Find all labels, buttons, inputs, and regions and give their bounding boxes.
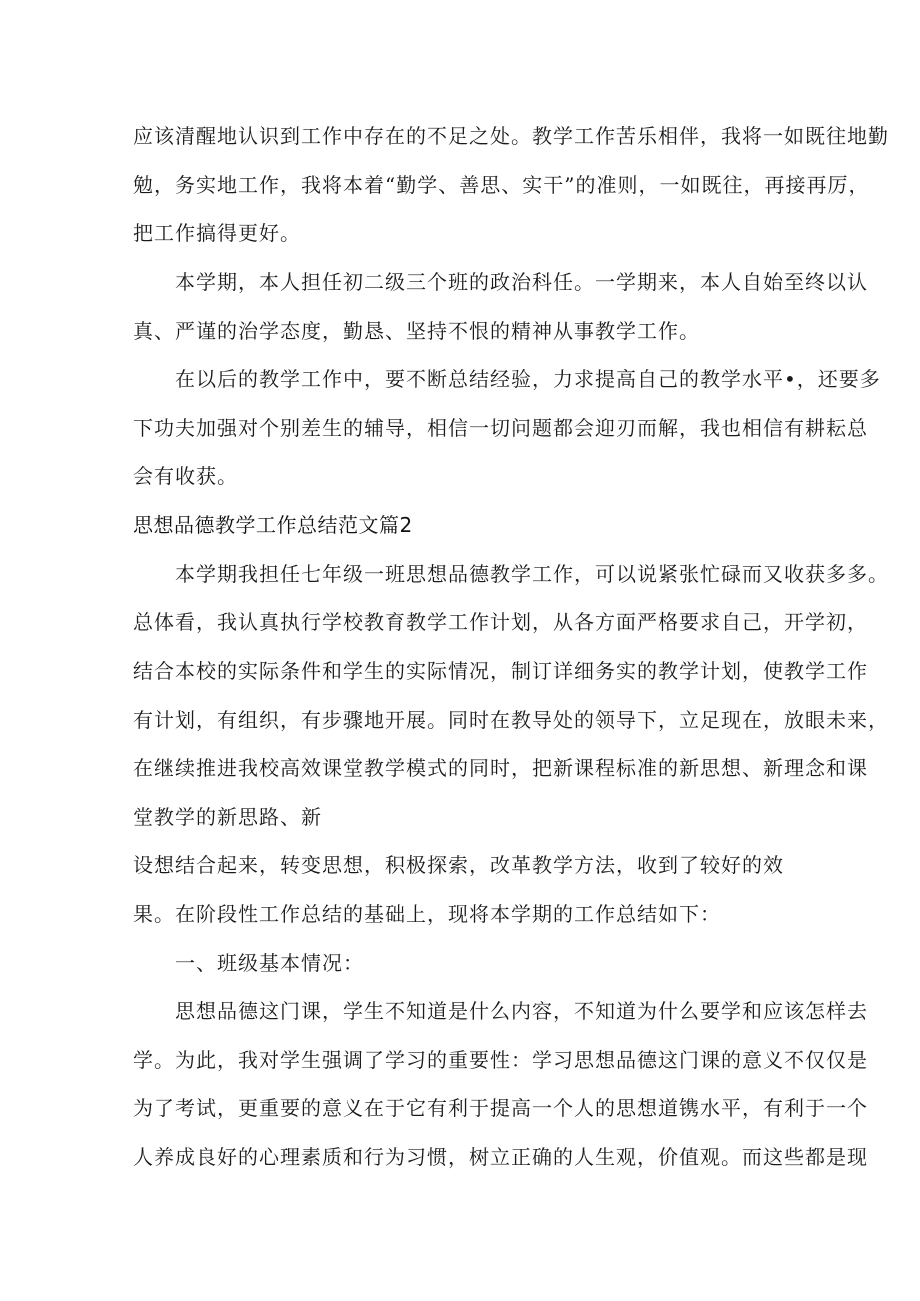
- paragraph-4-line-6: 堂教学的新思路、新: [133, 805, 322, 829]
- paragraph-1-line-1: 应该清醒地认识到工作中存在的不足之处。教学工作苦乐相伴，我将一如既往地勤: [133, 124, 889, 148]
- paragraph-1-line-2: 勉，务实地工作，我将本着“勤学、善思、实干”的准则，一如既往，再接再厉，: [133, 173, 870, 197]
- paragraph-5-line-4: 人养成良好的心理素质和行为习惯，树立正确的人生观，价值观。而这些都是现: [133, 1145, 868, 1169]
- paragraph-2-line-2: 真、严谨的治学态度，勤恳、坚持不恨的精神从事教学工作。: [133, 319, 700, 343]
- paragraph-3-line-1: 在以后的教学工作中，要不断总结经验，力求提高自己的教学水平•，还要多: [175, 367, 881, 391]
- paragraph-4-line-2: 总体看，我认真执行学校教育教学工作计划，从各方面严格要求自己，开学初，: [133, 610, 868, 634]
- paragraph-4-line-5: 在继续推进我校高效课堂教学模式的同时，把新课程标准的新思想、新理念和课: [133, 756, 868, 780]
- subheading-class-situation: 一、班级基本情况：: [175, 951, 364, 975]
- paragraph-2-line-1: 本学期，本人担任初二级三个班的政治科任。一学期来，本人自始至终以认: [175, 270, 868, 294]
- paragraph-3-line-2: 下功夫加强对个别差生的辅导，相信一切问题都会迎刃而解，我也相信有耕耘总: [133, 416, 868, 440]
- paragraph-5-line-3: 为了考试，更重要的意义在于它有利于提高一个人的思想道镌水平，有利于一个: [133, 1096, 868, 1120]
- paragraph-4-line-7: 设想结合起来，转变思想，积极探索，改革教学方法，收到了较好的效: [133, 853, 784, 877]
- section-heading: 思想品德教学工作总结范文篇2: [133, 513, 413, 537]
- paragraph-3-line-3: 会有收获。: [133, 464, 238, 488]
- paragraph-4-line-1: 本学期我担任七年级一班思想品德教学工作，可以说紧张忙碌而又收获多多。: [175, 562, 889, 586]
- paragraph-4-line-4: 有计划，有组织，有步骤地开展。同时在教导处的领导下，立足现在，放眼未来，: [133, 708, 889, 732]
- paragraph-5-line-1: 思想品德这门课，学生不知道是什么内容，不知道为什么要学和应该怎样去: [175, 999, 868, 1023]
- paragraph-4-line-3: 结合本校的实际条件和学生的实际情况，制订详细务实的教学计划，使教学工作: [133, 659, 868, 683]
- paragraph-4-line-8: 果。在阶段性工作总结的基础上，现将本学期的工作总结如下：: [133, 902, 721, 926]
- paragraph-5-line-2: 学。为此，我对学生强调了学习的重要性：学习思想品德这门课的意义不仅仅是: [133, 1048, 868, 1072]
- paragraph-1-line-3: 把工作搞得更好。: [133, 221, 301, 245]
